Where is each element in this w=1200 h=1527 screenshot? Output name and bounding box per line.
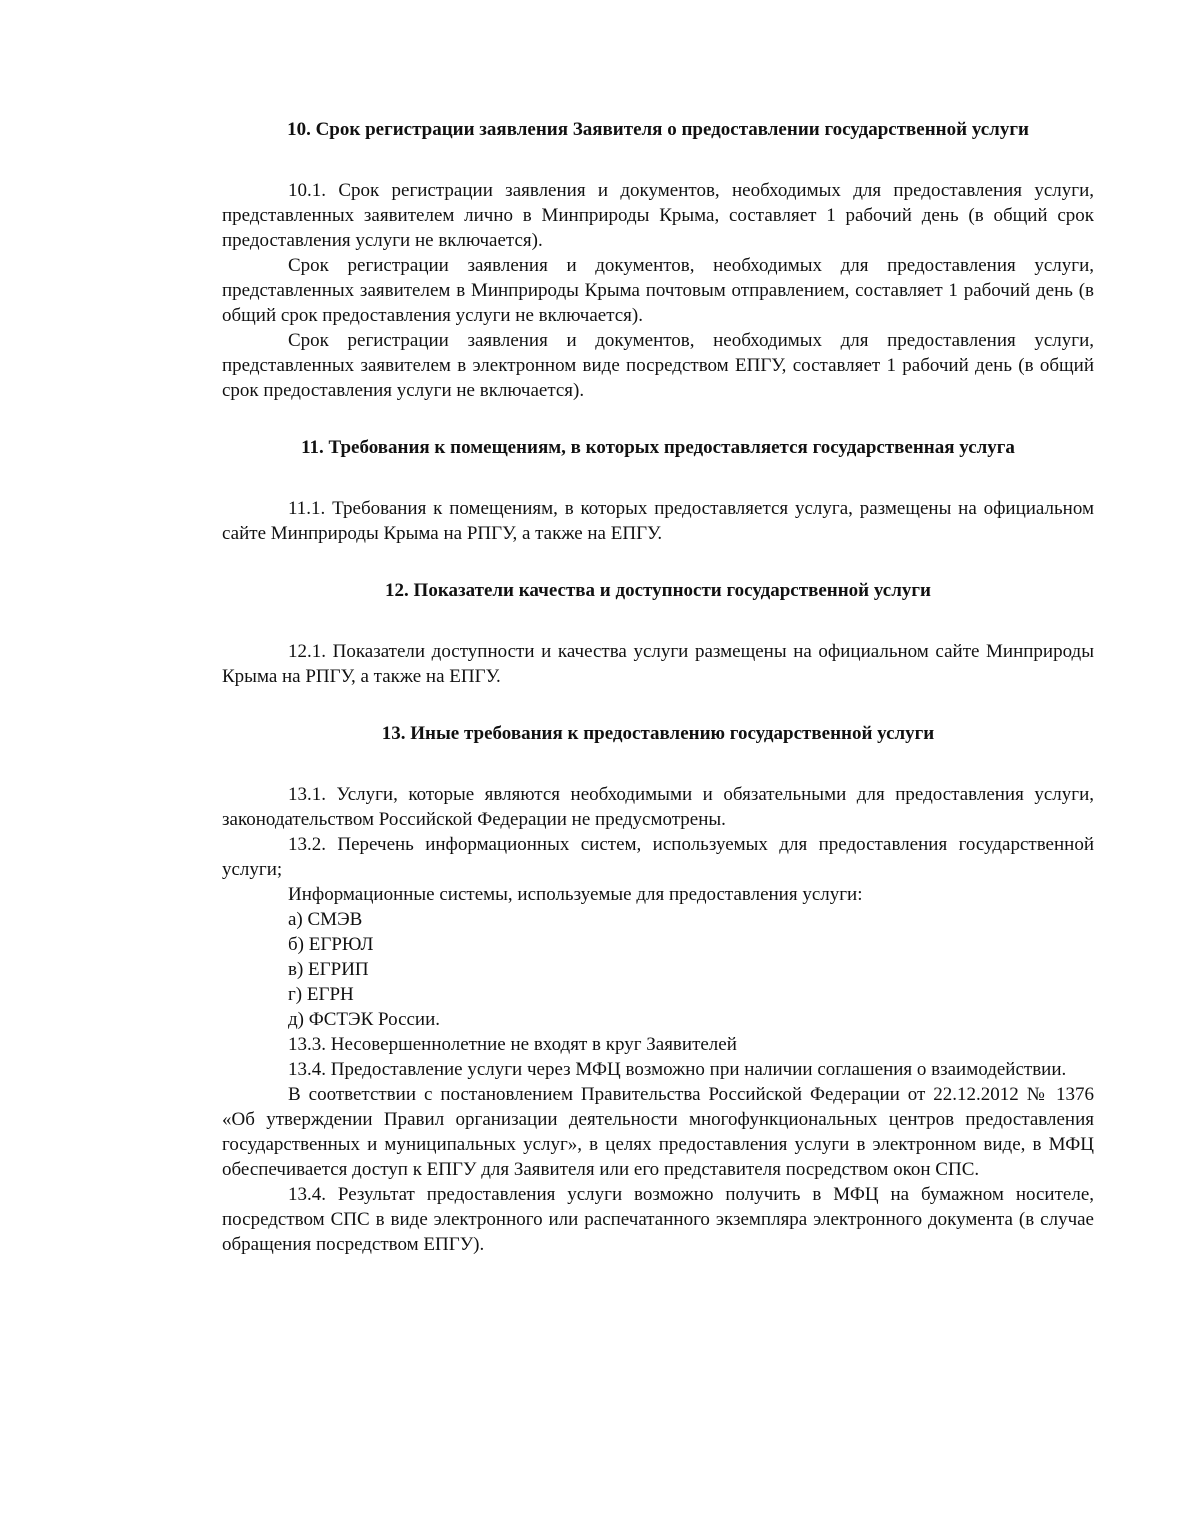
paragraph-13-2: 13.2. Перечень информационных систем, используемых для предоставления государственной услуги; — [222, 834, 1094, 880]
information-systems-list — [222, 907, 1094, 1032]
paragraph-13-1: 13.1. Услуги, которые являются необходимыми и обязательными для предоставления услуги, законодательством Российской Федерации не предусмотрены. — [222, 784, 1094, 830]
section-13 — [222, 721, 1094, 1257]
paragraph-11-1: 11.1. Требования к помещениям, в которых предоставляется услуга, размещены на официальном сайте Минприроды Крыма на РПГУ, а также на ЕПГУ. — [222, 498, 1094, 544]
paragraph-13-4-result: 13.4. Результат предоставления услуги возможно получить в МФЦ на бумажном носителе, посредством СПС в виде электронного или распечатанного экземпляра электронного документа (в случае обращения посредством ЕПГУ). — [222, 1184, 1094, 1255]
section-11-heading: 11. Требования к помещениям, в которых предоставляется государственная услуга — [301, 437, 1015, 458]
list-item: а) СМЭВ — [288, 909, 363, 930]
section-10 — [222, 117, 1094, 403]
list-item: д) ФСТЭК России. — [288, 1009, 441, 1030]
section-12 — [222, 578, 1094, 689]
paragraph-13-3: 13.3. Несовершеннолетние не входят в круг Заявителей — [288, 1034, 737, 1055]
paragraph-10-3: Срок регистрации заявления и документов, необходимых для предоставления услуги, представленных заявителем в электронном виде посредством ЕПГУ, составляет 1 рабочий день (в общий срок предоставления услуги не включается). — [222, 330, 1094, 401]
paragraph-13-4-mfc-access: В соответствии с постановлением Правительства Российской Федерации от 22.12.2012 № 1376 «Об утверждении Правил организации деятельности многофункциональных центров предоставления государственных и муниципальных услуг», в целях предоставления услуги в электронном виде, в МФЦ обеспечивается доступ к ЕПГУ для Заявителя или его представителя посредством окон СПС. — [222, 1084, 1094, 1180]
paragraph-13-2-intro: Информационные системы, используемые для предоставления услуги: — [288, 884, 863, 905]
section-12-heading: 12. Показатели качества и доступности государственной услуги — [385, 580, 931, 601]
paragraph-10-1: 10.1. Срок регистрации заявления и документов, необходимых для предоставления услуги, представленных заявителем лично в Минприроды Крыма, составляет 1 рабочий день (в общий срок предоставления услуги не включается). — [222, 180, 1094, 251]
list-item: в) ЕГРИП — [288, 959, 369, 980]
paragraph-13-4: 13.4. Предоставление услуги через МФЦ возможно при наличии соглашения о взаимодействии. — [288, 1059, 1067, 1080]
section-13-heading: 13. Иные требования к предоставлению государственной услуги — [381, 723, 935, 744]
section-11 — [222, 435, 1094, 546]
section-10-heading: 10. Срок регистрации заявления Заявителя о предоставлении государственной услуги — [287, 119, 1029, 140]
paragraph-12-1: 12.1. Показатели доступности и качества услуги размещены на официальном сайте Минприроды Крыма на РПГУ, а также на ЕПГУ. — [222, 641, 1094, 687]
document-page — [222, 117, 1094, 1257]
list-item: б) ЕГРЮЛ — [288, 934, 374, 955]
list-item: г) ЕГРН — [288, 984, 354, 1005]
paragraph-10-2: Срок регистрации заявления и документов, необходимых для предоставления услуги, представленных заявителем в Минприроды Крыма почтовым отправлением, составляет 1 рабочий день (в общий срок предоставления услуги не включается). — [222, 255, 1094, 326]
